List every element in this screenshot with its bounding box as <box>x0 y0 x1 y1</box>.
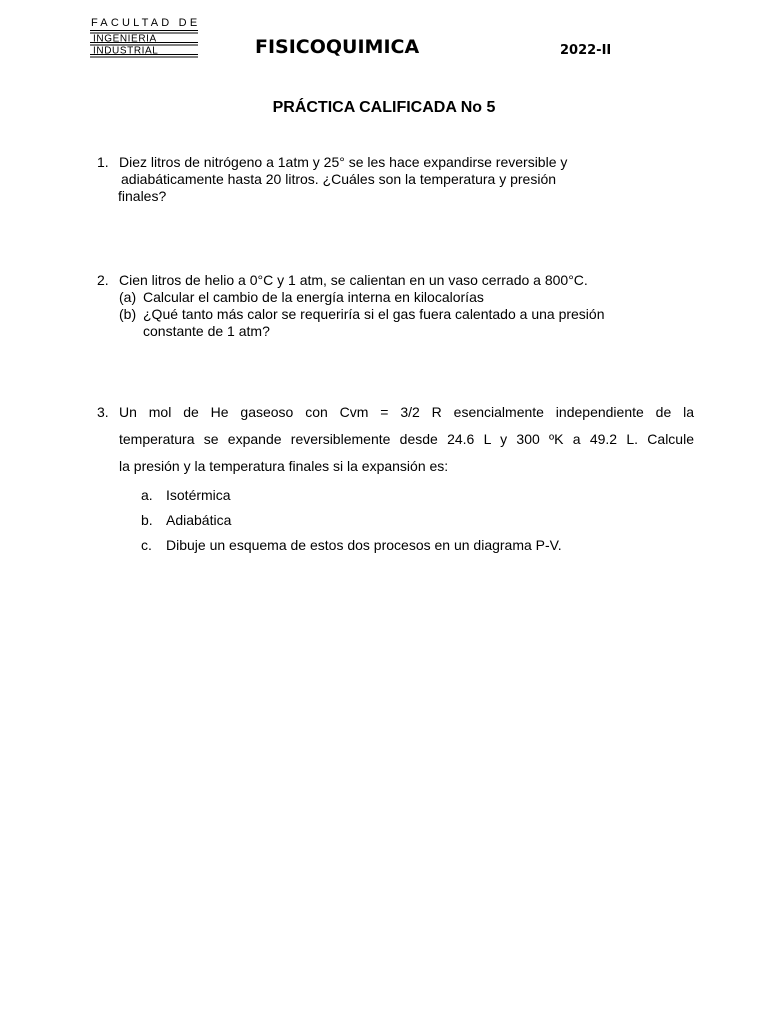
list-item-marker: b. <box>141 512 153 528</box>
question-text <box>119 154 567 205</box>
term-label: 2022-II <box>560 43 612 58</box>
sub-question-a <box>119 289 604 306</box>
list-item-marker: a. <box>141 487 153 503</box>
logo-text-top: FACULTAD DE <box>91 17 200 29</box>
question-number: 1. <box>97 154 109 170</box>
faculty-logo <box>90 15 200 59</box>
question-line: Diez litros de nitrógeno a 1atm y 25° se les hace expandirse reversible y <box>119 154 568 170</box>
question-paragraph <box>119 399 694 480</box>
sub-question-text: ¿Qué tanto más calor se requeriría si el gas fuera calentado a una presión <box>143 306 605 322</box>
answer-options <box>119 483 694 558</box>
sub-question-tag: (a) <box>119 289 137 305</box>
question-text <box>119 272 604 340</box>
list-item <box>119 508 694 533</box>
question-line: Un mol de He gaseoso con Cvm = 3/2 R esencialmente independiente de la <box>119 404 694 420</box>
question-number: 2. <box>97 272 109 288</box>
page-title: PRÁCTICA CALIFICADA No 5 <box>272 99 496 116</box>
list-item <box>119 533 694 558</box>
sub-question-b <box>119 306 604 323</box>
list-item-text: Dibuje un esquema de estos dos procesos en un diagrama P-V. <box>166 537 562 553</box>
list-item-text: Adiabática <box>166 512 232 528</box>
logo-text-bottom: INDUSTRIAL <box>93 45 159 57</box>
question-line: adiabáticamente hasta 20 litros. ¿Cuáles son la temperatura y presión <box>121 171 557 187</box>
logo-text-mid: INGENIERIA <box>93 33 157 45</box>
question-text <box>119 404 694 558</box>
sub-question-continuation: constante de 1 atm? <box>143 323 270 339</box>
list-item-text: Isotérmica <box>166 487 231 503</box>
list-item-marker: c. <box>141 537 152 553</box>
question-line: finales? <box>118 188 167 204</box>
question-line: la presión y la temperatura finales si la expansión es: <box>119 458 449 474</box>
sub-question-text: Calcular el cambio de la energía interna en kilocalorías <box>143 289 484 305</box>
sub-question-tag: (b) <box>119 306 137 322</box>
question-line: Cien litros de helio a 0°C y 1 atm, se calientan en un vaso cerrado a 800°C. <box>119 272 588 288</box>
question-line: temperatura se expande reversiblemente desde 24.6 L y 300 ºK a 49.2 L. Calcule <box>119 431 694 447</box>
logo-graphic <box>90 15 200 59</box>
list-item <box>119 483 694 508</box>
question-number: 3. <box>97 404 109 420</box>
course-title: FISICOQUIMICA <box>255 36 420 58</box>
